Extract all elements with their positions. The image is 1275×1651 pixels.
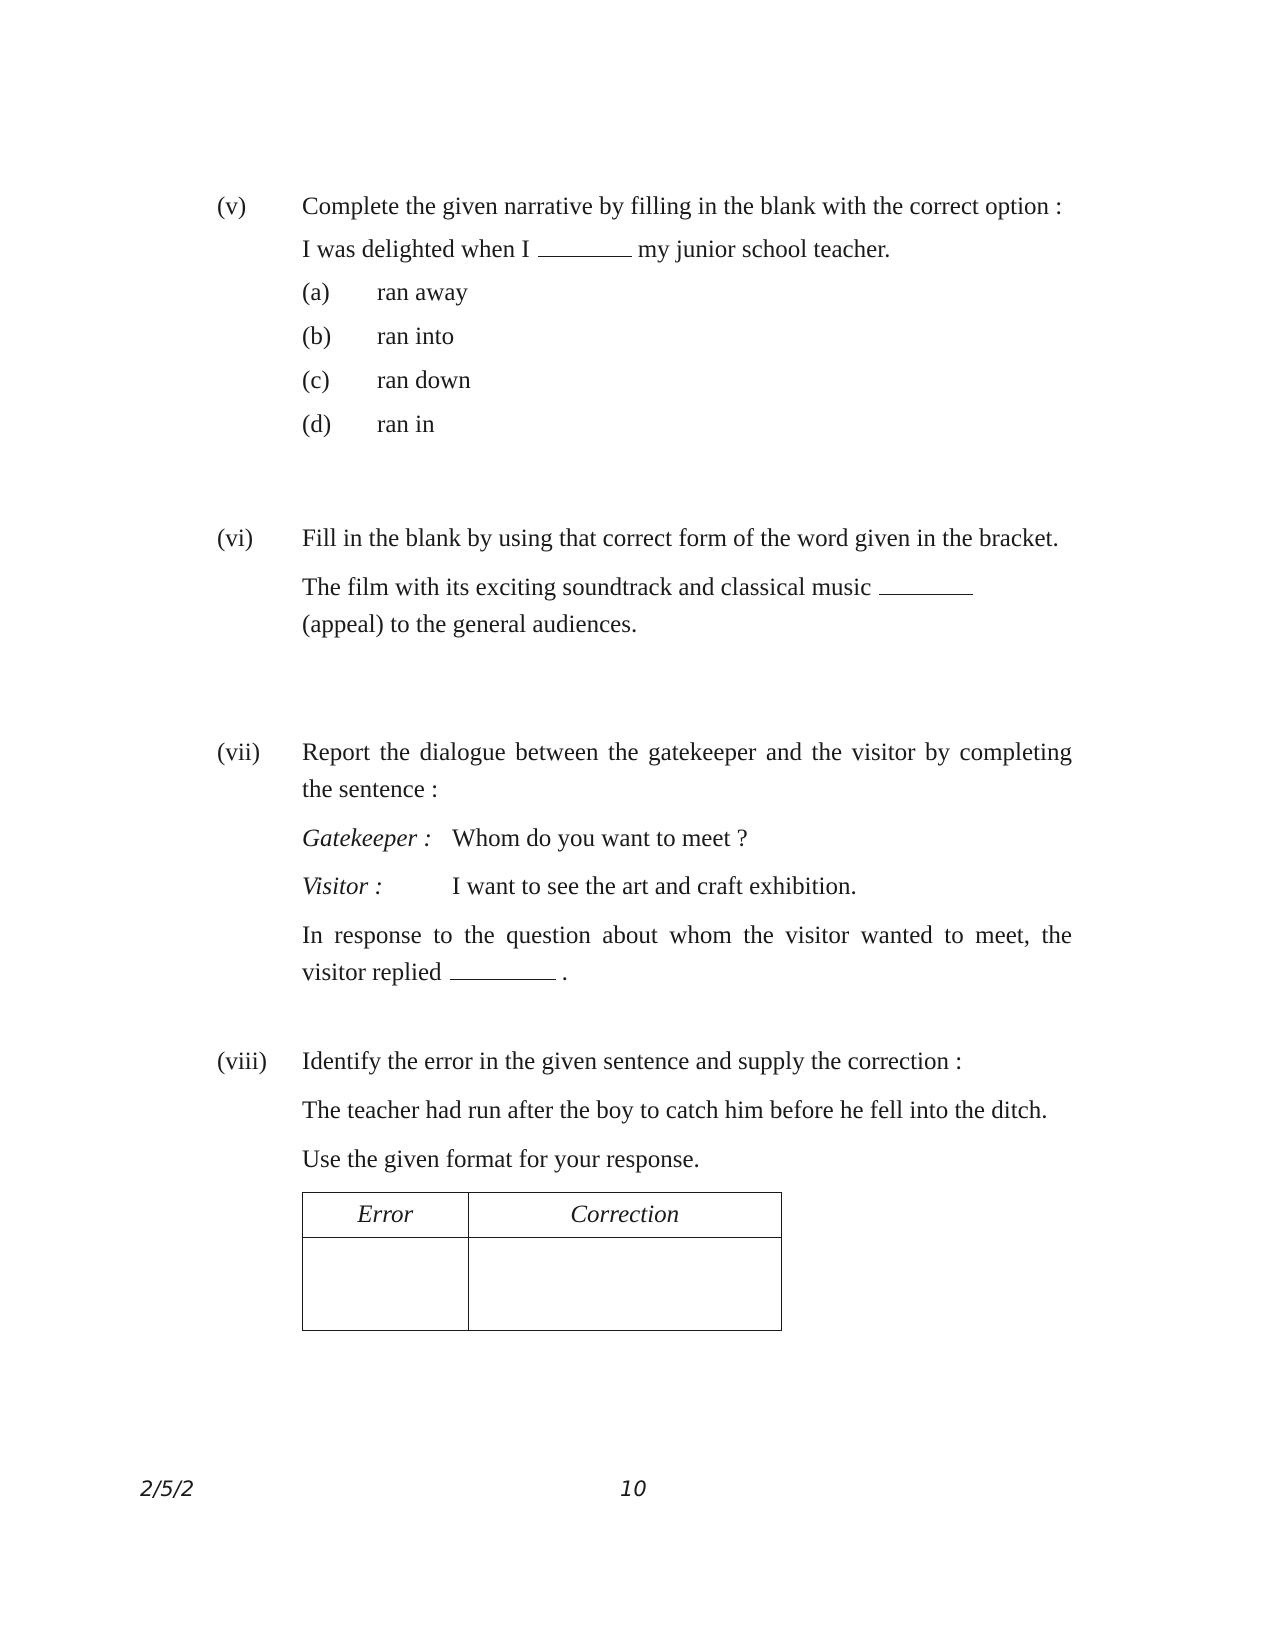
prompt-text: In response to the question about whom the visitor wanted to meet, the visitor replied (302, 922, 1072, 986)
question-instruction: Fill in the blank by using that correct form of the word given in the bracket. (302, 525, 1059, 552)
question-number: (vi) (217, 525, 254, 552)
question-body (302, 520, 1072, 643)
sentence-after: my junior school teacher. (637, 236, 891, 263)
dialogue-line-visitor (302, 868, 1072, 905)
report-prompt (302, 917, 1072, 991)
erroneous-sentence: The teacher had run after the boy to catch him before he fell into the ditch. (302, 1097, 1048, 1124)
option-c (302, 362, 1072, 399)
option-b (302, 318, 1072, 355)
option-text: ran in (377, 411, 435, 438)
answer-blank (450, 957, 556, 980)
prompt-end: . (561, 959, 568, 986)
option-label: (a) (302, 279, 330, 306)
fill-in-sentence (302, 231, 1072, 268)
question-body (302, 188, 1072, 443)
option-text: ran away (377, 279, 468, 306)
table-header-row (303, 1193, 782, 1238)
options-list (302, 274, 1072, 443)
dialogue-line-gatekeeper (302, 820, 1072, 857)
fill-in-sentence (302, 569, 1072, 643)
answer-blank (538, 234, 632, 257)
correction-column-header: Correction (468, 1193, 781, 1238)
question-v (217, 188, 1072, 450)
option-text: ran into (377, 323, 455, 350)
correction-answer-cell (468, 1238, 781, 1331)
option-label: (b) (302, 323, 332, 350)
dialogue (302, 820, 1072, 905)
option-text: ran down (377, 367, 471, 394)
question-vi (217, 520, 1072, 643)
dialogue-text: I want to see the art and craft exhibition. (452, 873, 857, 900)
question-vii (217, 734, 1072, 991)
question-body (302, 1043, 1072, 1331)
dialogue-text: Whom do you want to meet ? (452, 825, 748, 852)
speaker-label: Visitor : (302, 873, 383, 900)
option-label: (c) (302, 367, 330, 394)
question-body (302, 734, 1072, 991)
option-d (302, 406, 1072, 443)
question-viii (217, 1043, 1072, 1331)
sentence-before: I was delighted when I (302, 236, 530, 263)
question-number: (vii) (217, 739, 261, 766)
answer-blank (879, 572, 973, 595)
table-answer-row (303, 1238, 782, 1331)
sentence-after: (appeal) to the general audiences. (302, 611, 638, 638)
question-instruction: Identify the error in the given sentence and supply the correction : (302, 1048, 963, 1075)
page-number: 10 (620, 1477, 647, 1501)
speaker-label: Gatekeeper : (302, 825, 432, 852)
paper-code: 2/5/2 (140, 1477, 195, 1501)
question-instruction: Complete the given narrative by filling in the blank with the correct option : (302, 193, 1063, 220)
error-column-header: Error (303, 1193, 469, 1238)
format-note: Use the given format for your response. (302, 1146, 700, 1173)
question-number: (viii) (217, 1048, 267, 1075)
question-instruction: Report the dialogue between the gatekeeper and the visitor by completing the sentence : (302, 739, 1072, 803)
option-a (302, 274, 1072, 311)
option-label: (d) (302, 411, 332, 438)
error-answer-cell (303, 1238, 469, 1331)
question-number: (v) (217, 193, 247, 220)
response-table (302, 1192, 782, 1331)
sentence-before: The film with its exciting soundtrack and classical music (302, 574, 872, 601)
